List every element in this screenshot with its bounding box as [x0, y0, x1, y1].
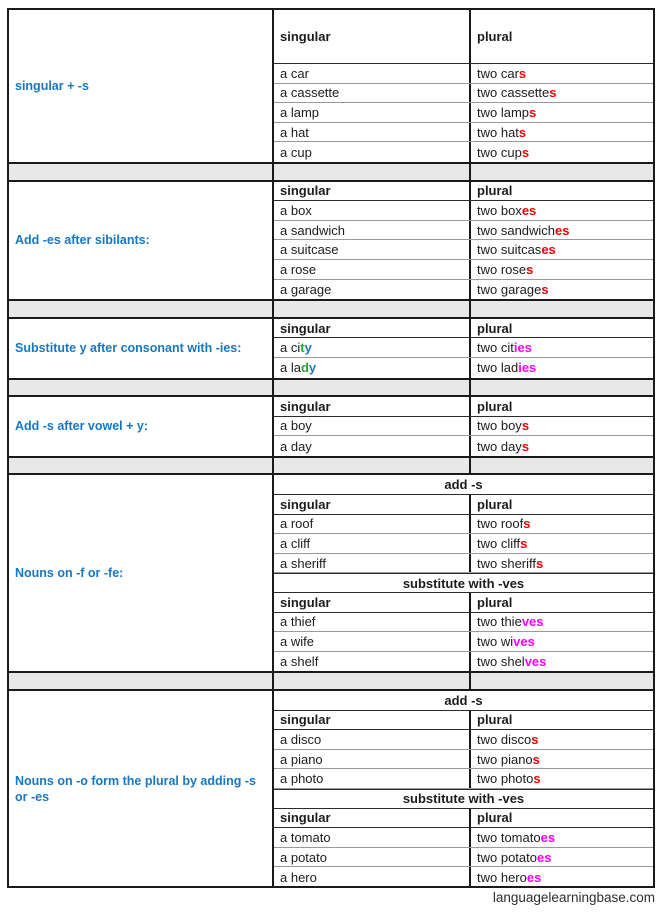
word-text: a piano [280, 751, 323, 767]
column-header-plural: plural [477, 398, 513, 414]
sub-rule-band: substitute with -ves [274, 573, 653, 593]
table-row [274, 828, 653, 848]
table-row [274, 103, 653, 123]
singular-cell [274, 260, 471, 279]
word-text: a car [280, 65, 309, 81]
word-text: a shelf [280, 654, 319, 670]
word-text: a lamp [280, 104, 320, 120]
word-text: two lamp [477, 104, 530, 120]
section-separator [9, 378, 653, 398]
column-header-singular: singular [274, 397, 471, 416]
singular-cell [274, 436, 471, 456]
plural-cell [471, 750, 653, 769]
rule-section [9, 10, 653, 162]
word-text: two wi [477, 634, 514, 650]
plural-cell [471, 338, 653, 357]
word-text: a cliff [280, 536, 311, 552]
highlighted-suffix: s [521, 418, 530, 434]
singular-cell [274, 867, 471, 887]
singular-cell [274, 534, 471, 553]
rule-label: Nouns on -o form the plural by adding -s or -es [9, 691, 274, 887]
word-text: two box [477, 202, 522, 218]
column-header-singular: singular [274, 593, 471, 612]
section-content [274, 182, 653, 300]
plural-cell [471, 240, 653, 259]
column-header-row [274, 495, 653, 515]
highlighted-suffix: s [526, 261, 534, 277]
table-row [274, 358, 653, 378]
word-text: a photo [280, 771, 324, 787]
word-text: two car [477, 65, 519, 81]
plural-cell [471, 828, 653, 847]
word-text: a thief [280, 614, 316, 630]
highlighted-suffix: ies [518, 360, 537, 376]
singular-cell [274, 84, 471, 103]
singular-cell [274, 201, 471, 220]
separator-cell [274, 301, 471, 317]
column-header-row [274, 593, 653, 613]
word-text: a hero [280, 869, 317, 885]
highlighted-suffix: s [533, 771, 541, 787]
highlighted-suffix: s [529, 104, 537, 120]
singular-cell [274, 64, 471, 83]
plural-cell [471, 84, 653, 103]
rule-label: Nouns on -f or -fe: [9, 475, 274, 671]
table-row [274, 750, 653, 770]
word-text: a box [280, 202, 312, 218]
word-text: two cit [477, 340, 514, 356]
separator-cell [274, 673, 471, 689]
column-header-singular: singular [274, 10, 471, 63]
sub-rule-band: add -s [274, 475, 653, 495]
table-row [274, 142, 653, 162]
singular-cell [274, 221, 471, 240]
word-text: two potato [477, 849, 537, 865]
word-text: two sandwich [477, 222, 556, 238]
singular-cell [274, 632, 471, 651]
highlighted-suffix: es [521, 202, 537, 218]
separator-cell [471, 164, 653, 180]
plural-cell [471, 436, 653, 456]
highlighted-suffix: ies [513, 340, 532, 356]
word-text: two hat [477, 124, 519, 140]
word-text: a boy [280, 418, 312, 434]
word-text: a ci [280, 340, 301, 356]
sub-rule-band: substitute with -ves [274, 789, 653, 809]
plural-cell [471, 554, 653, 573]
highlighted-suffix: ves [524, 654, 547, 670]
plural-cell [471, 632, 653, 651]
singular-cell [274, 554, 471, 573]
word-text: a garage [280, 281, 332, 297]
site-credit: languagelearningbase.com [492, 890, 655, 905]
column-header-plural: plural [477, 810, 513, 826]
singular-cell [274, 750, 471, 769]
highlighted-suffix: s [523, 516, 531, 532]
highlighted-suffix: s [541, 281, 549, 297]
table-row [274, 417, 653, 437]
highlighted-suffix: es [537, 849, 552, 865]
word-text: two shel [477, 654, 525, 670]
highlighted-suffix: s [520, 536, 528, 552]
highlighted-suffix: s [532, 751, 540, 767]
highlighted-suffix: s [518, 65, 527, 81]
word-text: two photo [477, 771, 534, 787]
highlighted-suffix: t [300, 340, 305, 356]
sub-rule-band: add -s [274, 691, 653, 711]
word-text: two day [477, 438, 522, 454]
table-row [274, 534, 653, 554]
word-text: two hero [477, 869, 527, 885]
singular-cell [274, 828, 471, 847]
highlighted-suffix: s [549, 85, 557, 101]
table-row [274, 436, 653, 456]
separator-cell [274, 458, 471, 474]
rule-label: Add -es after sibilants: [9, 182, 274, 300]
table-row [274, 221, 653, 241]
column-header-row [274, 182, 653, 202]
column-header-singular: singular [274, 495, 471, 514]
plural-cell [471, 515, 653, 534]
plural-cell [471, 142, 653, 162]
section-content [274, 397, 653, 456]
word-text: a potato [280, 849, 327, 865]
highlighted-suffix: es [526, 869, 542, 885]
highlighted-suffix: y [304, 340, 312, 356]
table-row [274, 554, 653, 574]
singular-cell [274, 103, 471, 122]
word-text: two roof [477, 516, 524, 532]
singular-cell [274, 240, 471, 259]
word-text: a tomato [280, 829, 331, 845]
table-row [274, 260, 653, 280]
table-row [274, 652, 653, 672]
table-row [274, 613, 653, 633]
word-text: two garage [477, 281, 542, 297]
column-header-plural: plural [477, 594, 513, 610]
plural-cell [471, 260, 653, 279]
singular-cell [274, 515, 471, 534]
plural-cell [471, 652, 653, 672]
section-content [274, 319, 653, 378]
separator-cell [9, 458, 274, 474]
word-text: a day [280, 438, 312, 454]
section-content [274, 10, 653, 162]
highlighted-suffix: ves [513, 634, 535, 650]
table-row [274, 240, 653, 260]
rule-section [9, 475, 653, 671]
singular-cell [274, 417, 471, 436]
singular-cell [274, 730, 471, 749]
word-text: a sheriff [280, 555, 327, 571]
plural-cell [471, 201, 653, 220]
section-separator [9, 671, 653, 691]
word-text: two cassette [477, 85, 550, 101]
rule-label: Add -s after vowel + y: [9, 397, 274, 456]
section-separator [9, 299, 653, 319]
word-text: two piano [477, 751, 533, 767]
word-text: two tomato [477, 829, 541, 845]
highlighted-suffix: es [555, 222, 570, 238]
column-header-row [274, 10, 653, 64]
plural-cell [471, 417, 653, 436]
word-text: a suitcase [280, 242, 339, 258]
singular-cell [274, 769, 471, 788]
table-row [274, 730, 653, 750]
word-text: two cliff [477, 536, 521, 552]
word-text: two disco [477, 731, 532, 747]
highlighted-suffix: s [518, 124, 527, 140]
section-separator [9, 456, 653, 476]
plural-rules-table [7, 8, 655, 888]
separator-cell [471, 673, 653, 689]
word-text: two sheriff [477, 555, 537, 571]
singular-cell [274, 848, 471, 867]
word-text: a wife [280, 634, 314, 650]
word-text: a disco [280, 731, 322, 747]
word-text: two lad [477, 360, 519, 376]
table-row [274, 123, 653, 143]
singular-cell [274, 142, 471, 162]
word-text: a rose [280, 261, 317, 277]
word-text: two thie [477, 614, 522, 630]
rule-section [9, 397, 653, 456]
word-text: a sandwich [280, 222, 346, 238]
plural-cell [471, 280, 653, 300]
highlighted-suffix: s [531, 731, 539, 747]
plural-cell [471, 534, 653, 553]
section-separator [9, 162, 653, 182]
section-content [274, 475, 653, 671]
section-content [274, 691, 653, 887]
word-text: two cup [477, 144, 522, 160]
table-row [274, 84, 653, 104]
table-row [274, 201, 653, 221]
column-header-plural: plural [477, 29, 513, 44]
column-header-plural: plural [477, 712, 513, 728]
table-row [274, 848, 653, 868]
word-text: a la [280, 360, 301, 376]
word-text: two boy [477, 418, 522, 434]
highlighted-suffix: es [540, 829, 556, 845]
separator-cell [9, 380, 274, 396]
column-header-singular: singular [274, 711, 471, 730]
singular-cell [274, 280, 471, 300]
rule-section [9, 691, 653, 887]
separator-cell [9, 673, 274, 689]
singular-cell [274, 613, 471, 632]
table-row [274, 338, 653, 358]
plural-cell [471, 848, 653, 867]
highlighted-suffix: s [521, 144, 530, 160]
table-row [274, 515, 653, 535]
word-text: two suitcas [477, 242, 542, 258]
rule-label: Substitute y after consonant with -ies: [9, 319, 274, 378]
singular-cell [274, 358, 471, 378]
separator-cell [9, 164, 274, 180]
singular-cell [274, 652, 471, 672]
separator-cell [274, 164, 471, 180]
column-header-row [274, 809, 653, 829]
separator-cell [471, 458, 653, 474]
plural-cell [471, 358, 653, 378]
plural-cell [471, 867, 653, 887]
column-header-singular: singular [274, 182, 471, 201]
separator-cell [471, 380, 653, 396]
plural-cell [471, 613, 653, 632]
plural-cell [471, 221, 653, 240]
highlighted-suffix: s [521, 438, 530, 454]
highlighted-suffix: s [536, 555, 544, 571]
rule-section [9, 319, 653, 378]
plural-cell [471, 64, 653, 83]
highlighted-suffix: d [300, 360, 309, 376]
separator-cell [471, 301, 653, 317]
highlighted-suffix: y [308, 360, 317, 376]
column-header-singular: singular [274, 319, 471, 338]
highlighted-suffix: ves [521, 614, 544, 630]
separator-cell [9, 301, 274, 317]
table-row [274, 280, 653, 300]
plural-cell [471, 103, 653, 122]
column-header-row [274, 711, 653, 731]
column-header-plural: plural [477, 496, 513, 512]
singular-cell [274, 338, 471, 357]
word-text: a cassette [280, 85, 340, 101]
separator-cell [274, 380, 471, 396]
column-header-plural: plural [477, 320, 513, 336]
plural-cell [471, 730, 653, 749]
highlighted-suffix: es [541, 242, 556, 258]
rule-label: singular + -s [9, 10, 274, 162]
table-row [274, 64, 653, 84]
word-text: two rose [477, 261, 527, 277]
column-header-singular: singular [274, 809, 471, 828]
column-header-row [274, 319, 653, 339]
word-text: a roof [280, 516, 314, 532]
plural-cell [471, 123, 653, 142]
rule-section [9, 182, 653, 300]
column-header-row [274, 397, 653, 417]
column-header-plural: plural [477, 183, 513, 199]
singular-cell [274, 123, 471, 142]
plural-cell [471, 769, 653, 788]
word-text: a hat [280, 124, 309, 140]
word-text: a cup [280, 144, 312, 160]
table-row [274, 632, 653, 652]
table-row [274, 867, 653, 887]
table-row [274, 769, 653, 789]
